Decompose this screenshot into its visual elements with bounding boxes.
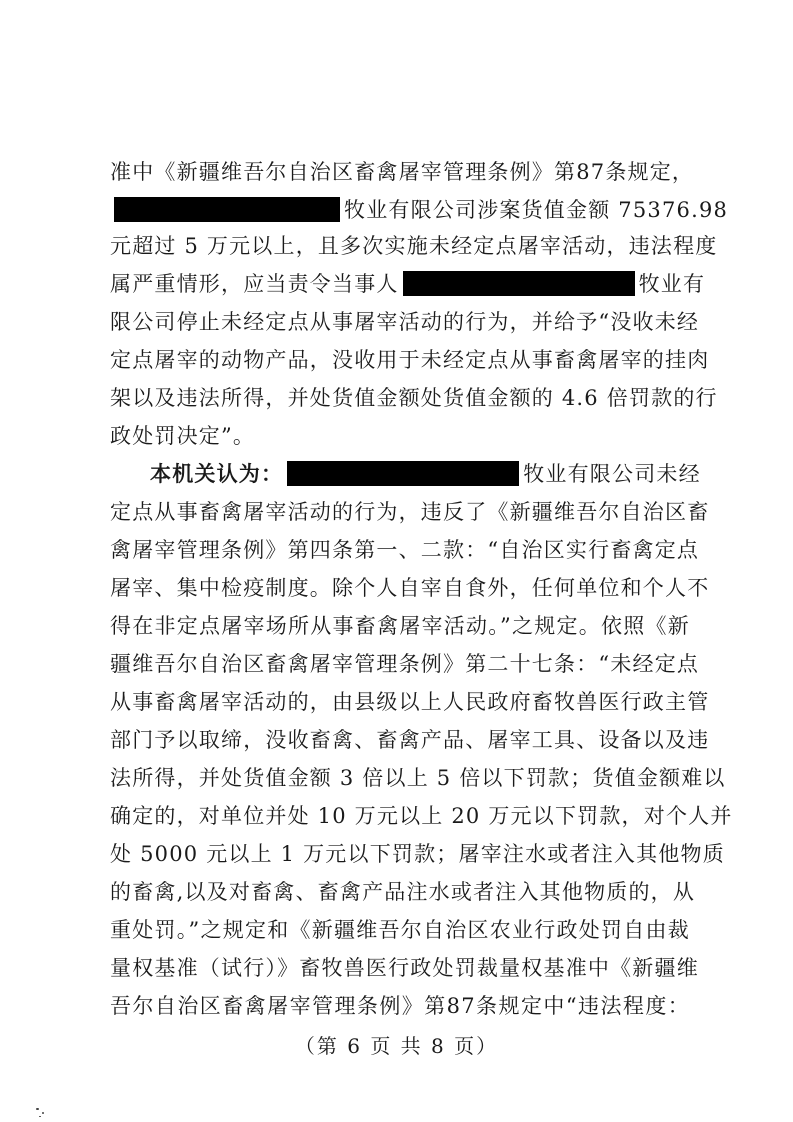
redaction-bar: [287, 461, 519, 486]
text-line-1: 准中《新疆维吾尔自治区畜禽屠宰管理条例》第87条规定，: [110, 160, 695, 184]
text-line-21: 重处罚。”之规定和《新疆维吾尔自治区农业行政处罚自由裁: [110, 918, 690, 942]
text-line-17: 法所得，并处货值金额 3 倍以上 5 倍以下罚款；货值金额难以: [110, 766, 726, 790]
scan-speck: [36, 1108, 39, 1110]
redaction-bar: [403, 271, 635, 296]
text-line-10: 定点从事畜禽屠宰活动的行为，违反了《新疆维吾尔自治区畜: [110, 500, 710, 524]
text-line-18: 确定的，对单位并处 10 万元以上 20 万元以下罚款，对个人并: [110, 804, 733, 828]
page-number-footer: （第 6 页 共 8 页）: [294, 1034, 499, 1058]
text-line-14: 疆维吾尔自治区畜禽屠宰管理条例》第二十七条：“未经定点: [110, 652, 700, 676]
text-line-9: [150, 457, 701, 491]
text-line-13: 得在非定点屠宰场所从事畜禽屠宰活动。”之规定。依照《新: [110, 614, 690, 638]
text-line-4: [110, 267, 706, 301]
text-line-16: 部门予以取缔，没收畜禽、畜禽产品、屠宰工具、设备以及违: [110, 728, 710, 752]
text-line-22: 量权基准（试行）》畜牧兽医行政处罚裁量权基准中《新疆维: [110, 956, 699, 980]
text-line-6: 定点屠宰的动物产品，没收用于未经定点从事畜禽屠宰的挂肉: [110, 348, 710, 372]
text-line-11: 禽屠宰管理条例》第四条第一、二款：“自治区实行畜禽定点: [110, 538, 700, 562]
scan-speck: [39, 1116, 41, 1117]
text-line-5: 限公司停止未经定点从事屠宰活动的行为，并给予“没收未经: [110, 310, 700, 334]
text-segment: 本机关认为：: [150, 461, 284, 486]
redaction-bar: [114, 197, 340, 222]
text-line-3: 元超过 5 万元以上，且多次实施未经定点屠宰活动，违法程度: [110, 234, 718, 258]
text-line-8: 政处罚决定”。: [110, 424, 256, 448]
text-segment: 牧业有限公司涉案货值金额 75376.98: [344, 198, 729, 222]
scan-speck: [42, 1112, 44, 1114]
text-line-19: 处 5000 元以上 1 万元以下罚款；屠宰注水或者注入其他物质: [110, 842, 725, 866]
text-line-7: 架以及违法所得，并处货值金额处货值金额的 4.6 倍罚款的行: [110, 386, 718, 410]
text-line-2: [110, 193, 729, 227]
text-line-20: 的畜禽,以及对畜禽、畜禽产品注水或者注入其他物质的，从: [110, 880, 696, 904]
text-segment: 属严重情形，应当责令当事人: [110, 272, 399, 296]
text-line-15: 从事畜禽屠宰活动的，由县级以上人民政府畜牧兽医行政主管: [110, 690, 710, 714]
text-segment: 牧业有: [638, 272, 706, 296]
text-line-12: 屠宰、集中检疫制度。除个人自宰自食外，任何单位和个人不: [110, 576, 710, 600]
text-segment: 牧业有限公司未经: [523, 462, 701, 486]
text-line-23: 吾尔自治区畜禽屠宰管理条例》第87条规定中“违法程度：: [110, 994, 690, 1018]
